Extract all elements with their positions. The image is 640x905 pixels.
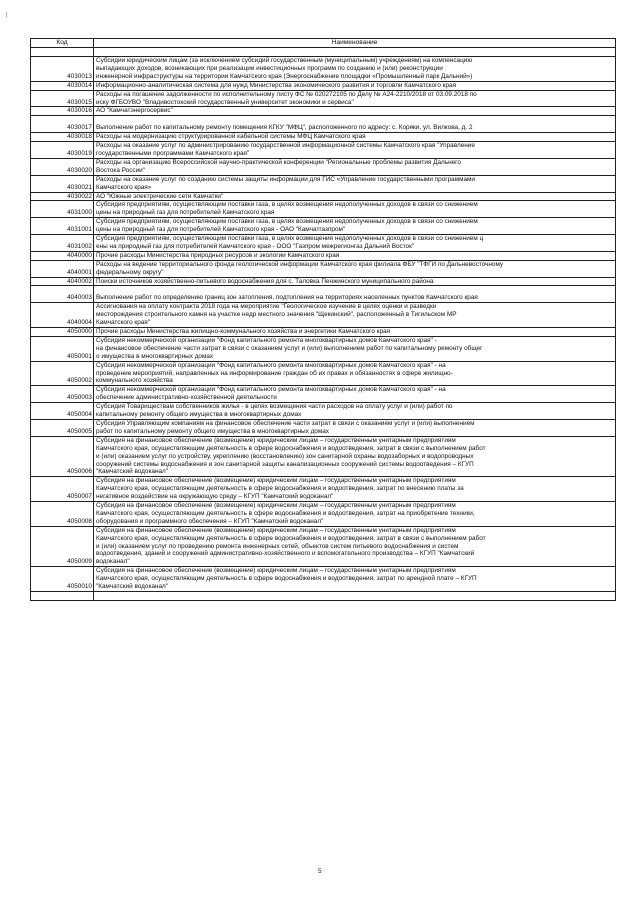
row-name-cell	[94, 201, 616, 218]
table-row	[31, 592, 616, 601]
table-row	[31, 502, 616, 527]
row-name: Субсидия некоммерческой организации "Фонд капитального ремонта многоквартирных домов Камчатского края" - на обеспечение административно-хозяйственной деятельности	[96, 386, 446, 402]
row-code: 4030014	[31, 81, 94, 90]
row-name: Субсидии юридическим лицам (за исключением субсидий государственным (муниципальным) учреждениям) на компенсацию выпадающих доходов, возникающих при реализации инвестиционных программ по созданию и (или) реконструкции инженерной инфраструктуры на территории Камчатского края (Энергоснабжение площадки «Промышленный парк Дальний»)	[96, 57, 473, 80]
row-name: Расходы на погашение задолженности по исполнительному листу ФС № 020272105 по Делу № А24-2210/2018 от 03.09.2018 по иску ФГБОУВО "Владивостокский государственный университет экономики и сервиса"	[96, 90, 477, 106]
column-header-code: Код	[31, 39, 94, 48]
row-name: АО "Южные электрические сети Камчатки"	[96, 192, 224, 200]
row-name-cell	[94, 107, 616, 116]
table-row	[31, 277, 616, 286]
row-code: 4050001	[31, 336, 94, 361]
page-number: 5	[318, 868, 322, 875]
table-row	[31, 235, 616, 252]
row-name: Субсидия предприятиям, осуществляющим поставки газа, в целях возмещения недополученных доходов в связи со снижением ц ены на природный газ для потребителей Камчатского края - ООО "Газпром межрегионгаз Дальний Восток"	[96, 235, 484, 250]
row-code: 4050003	[31, 386, 94, 403]
row-name: Прочие расходы Министерства жилищно-коммунального хозяйства и энергетики Камчатского края	[96, 328, 391, 335]
table-row	[31, 386, 616, 403]
row-name: Субсидия на финансовое обеспечение (возмещение) юридическим лицам – государственным унитарным предприятиям Камчатского края, осуществляющим деятельность в сфере водоснабжения и водоотведения, затрат в связи с выполнением работ и (или) оказанием услуг по проведению ремонта инженерных сетей, объектов систем питьевого водоснабжения и систем водоотведения, зданий и сооружений административно-хозяйственного и вспомогательного производства – КГУП "Камчатский водоканал"	[96, 526, 486, 566]
row-code: 4050004	[31, 403, 94, 420]
row-name: Субсидия на финансовое обеспечение (возмещение) юридическим лицам – государственным унитарным предприятиям Камчатского края, осуществляющим деятельность в сфере водоснабжения и водоотведения, затрат по внесению платы за негативное воздействие на окружающую среду – КГУП "Камчатский водоканал"	[96, 477, 464, 501]
table-row	[31, 158, 616, 175]
row-name-cell	[94, 386, 616, 403]
table-row	[31, 419, 616, 436]
row-name: Расходы на оказание услуг по созданию системы защиты информации для ГИС «Управление государственными программами Камчатского края»	[96, 175, 475, 191]
table-row	[31, 218, 616, 235]
table-row	[31, 361, 616, 386]
row-code: 4031000	[31, 201, 94, 218]
row-name-cell	[94, 328, 616, 337]
row-code: 4050007	[31, 477, 94, 502]
row-name-cell	[94, 251, 616, 260]
row-name-cell	[94, 192, 616, 201]
table-row	[31, 286, 616, 303]
scan-corner-mark: |	[6, 12, 8, 18]
table-row	[31, 403, 616, 420]
row-name-cell	[94, 48, 616, 57]
row-code: 4050000	[31, 328, 94, 337]
row-name-cell	[94, 260, 616, 277]
table-row	[31, 116, 616, 133]
row-name: Выполнение работ по определению границ зон затопления, подтопления на территориях населенных пунктов Камчатского края	[96, 294, 478, 302]
row-name: Расходы на ведение территориального фонда геологической информации Камчатского края филиала ФБУ "ТФГИ по Дальневосточному федеральному округу"	[96, 260, 504, 276]
row-name: Субсидия предприятиям, осуществляющим поставки газа, в целях возмещения недополученных доходов в связи со снижением цены на природный газ для потребителей Камчатского края - ОАО "Камчатгазпром"	[96, 218, 478, 234]
row-code: 4030016	[31, 107, 94, 116]
row-name-cell	[94, 361, 616, 386]
row-name-cell	[94, 142, 616, 159]
table-row	[31, 48, 616, 57]
row-code: 4030015	[31, 90, 94, 107]
table-row	[31, 142, 616, 159]
row-code: 4040000	[31, 251, 94, 260]
row-name: Выполнение работ по капитальному ремонту помещения КГКУ "МФЦ", расположенного по адресу: с. Коряки, ул. Вилкова, д. 2	[96, 124, 473, 132]
table-header-row	[31, 39, 616, 48]
row-code: 4040002	[31, 277, 94, 286]
row-code: 4040004	[31, 303, 94, 328]
row-name: Расходы на оказание услуг по администрированию государственной информационной системы Камчатского края "Управление государственными программами Камчатского края"	[96, 142, 475, 157]
row-name: Субсидия некоммерческой организации "Фонд капитального ремонта многоквартирных домов Камчатского края" - на финансовое обеспечение части затрат в связи с оказанием услуг и (или) выполнением работ по капитальному ремонту общег о имущества в многоквартирных домах	[96, 336, 483, 360]
row-name: Субсидия на финансовое обеспечение (возмещение) юридическим лицам – государственным унитарным предприятиям Камчатского края, осуществляющим деятельность в сфере водоснабжения и водоотведения, затрат на приобретение техники, оборудования и программного обеспечения – КГУП "Камчатский водоканал"	[96, 502, 475, 525]
table-row	[31, 107, 616, 116]
row-name-cell	[94, 526, 616, 567]
table-row	[31, 477, 616, 502]
row-code: 4040003	[31, 286, 94, 303]
row-code: 4030018	[31, 133, 94, 142]
row-name: АО "Камчатэнергосервис"	[96, 107, 173, 115]
row-name: Субсидия Управляющим компаниям на финансовое обеспечение части затрат в связи с оказанием услуг и (или) выполнением работ по капитальному ремонту общего имущества в многоквартирных домах	[96, 419, 475, 435]
row-code: 4030017	[31, 116, 94, 133]
row-code: 4030022	[31, 192, 94, 201]
row-name: Субсидия на финансовое обеспечение (возмещение) юридическим лицам – государственным унитарным предприятиям Камчатского края, осуществляющим деятельность в сфере водоснабжения и водоотведения, затрат по арендной плате – КГУП "Камчатский водоканал"	[96, 567, 477, 591]
row-name-cell	[94, 419, 616, 436]
row-code: 4050010	[31, 567, 94, 592]
table-row	[31, 567, 616, 592]
row-name: Субсидия предприятиям, осуществляющим поставки газа, в целях возмещения недополученных доходов в связи со снижением цены на природный газ для потребителей Камчатского края	[96, 201, 478, 217]
row-name-cell	[94, 277, 616, 286]
table-row	[31, 201, 616, 218]
budget-code-table	[30, 38, 616, 601]
row-name-cell	[94, 81, 616, 90]
row-name-cell	[94, 175, 616, 192]
row-name-cell	[94, 477, 616, 502]
table-row	[31, 57, 616, 82]
row-code: 4031002	[31, 235, 94, 252]
row-name: Расходы на модернизацию структурированной кабельной системы МФЦ Камчатского края	[96, 133, 366, 141]
row-code	[31, 592, 94, 601]
table-row	[31, 336, 616, 361]
row-name-cell	[94, 403, 616, 420]
row-code	[31, 48, 94, 57]
row-name: Информационно-аналитическая система для нужд Министерства экономического развития и торговли Камчатского края	[96, 81, 457, 89]
row-name: Субсидия Товариществам собственников жилья - в целях возмещения части расходов на оплату услуг и (или) работ по капитальному ремонту общего имущества в многоквартирных домах	[96, 403, 453, 419]
table-row	[31, 192, 616, 201]
table-row	[31, 260, 616, 277]
table-row	[31, 90, 616, 107]
row-name: Расходы на организацию Всероссийской научно-практической конференции "Региональные проблемы развития Дальнего Востока России"	[96, 158, 461, 174]
row-name-cell	[94, 57, 616, 82]
row-name: Субсидия на финансовое обеспечение (возмещение) юридическим лицам – государственным унитарным предприятиям Камчатского края, осуществляющим деятельность в сфере водоснабжения и водоотведения, затрат в связи с выполнением работ и (или) оказанием услуг по устройству, укреплению (восстановлению) зон санитарной охраны водозаборных и водопроводных сооружений системы водоснабжения и зон санитарной защиты канализационных сооружений системы водоотведения – КГУП "Камчатский водоканал"	[96, 436, 486, 476]
row-name-cell	[94, 133, 616, 142]
table-row	[31, 133, 616, 142]
table-row	[31, 81, 616, 90]
table-row	[31, 436, 616, 477]
row-name-cell	[94, 90, 616, 107]
table-row	[31, 175, 616, 192]
row-code: 4050006	[31, 436, 94, 477]
table-row	[31, 251, 616, 260]
row-code: 4030021	[31, 175, 94, 192]
row-name: Субсидия некоммерческой организации "Фонд капитального ремонта многоквартирных домов Камчатского края" - на проведение мероприятий, направленных на информирование граждан об их правах и обязанностях в сфере жилищно- коммунального хозяйства	[96, 361, 453, 385]
table-row	[31, 328, 616, 337]
row-name-cell	[94, 158, 616, 175]
row-code: 4050002	[31, 361, 94, 386]
row-name-cell	[94, 567, 616, 592]
row-code: 4030013	[31, 57, 94, 82]
row-code: 4050008	[31, 502, 94, 527]
row-code: 4030019	[31, 142, 94, 159]
row-name-cell	[94, 336, 616, 361]
row-name: Поиски источников хозяйственно-питьевого водоснабжения для с. Таловка Пенжинского муниципального района	[96, 277, 434, 285]
row-name: Ассигнования на оплату контракта 2018 года на мероприятие "Геологическое изучение в целях оценки и разведки месторождения строительного камня на участке недр местного значения "Щекинский", расположенный в Тигильском МР Камчатского края"	[96, 303, 457, 327]
table-row	[31, 526, 616, 567]
row-name: Прочие расходы Министерства природных ресурсов и экологии Камчатского края	[96, 251, 340, 259]
row-name-cell	[94, 303, 616, 328]
table-body	[31, 48, 616, 601]
row-code: 4050005	[31, 419, 94, 436]
column-header-name: Наименование	[94, 39, 616, 48]
row-name-cell	[94, 502, 616, 527]
row-code: 4031001	[31, 218, 94, 235]
row-name-cell	[94, 116, 616, 133]
row-name-cell	[94, 436, 616, 477]
row-name-cell	[94, 218, 616, 235]
row-name-cell	[94, 592, 616, 601]
row-code: 4040001	[31, 260, 94, 277]
row-code: 4050009	[31, 526, 94, 567]
row-name-cell	[94, 286, 616, 303]
row-code: 4030020	[31, 158, 94, 175]
row-name-cell	[94, 235, 616, 252]
table-row	[31, 303, 616, 328]
